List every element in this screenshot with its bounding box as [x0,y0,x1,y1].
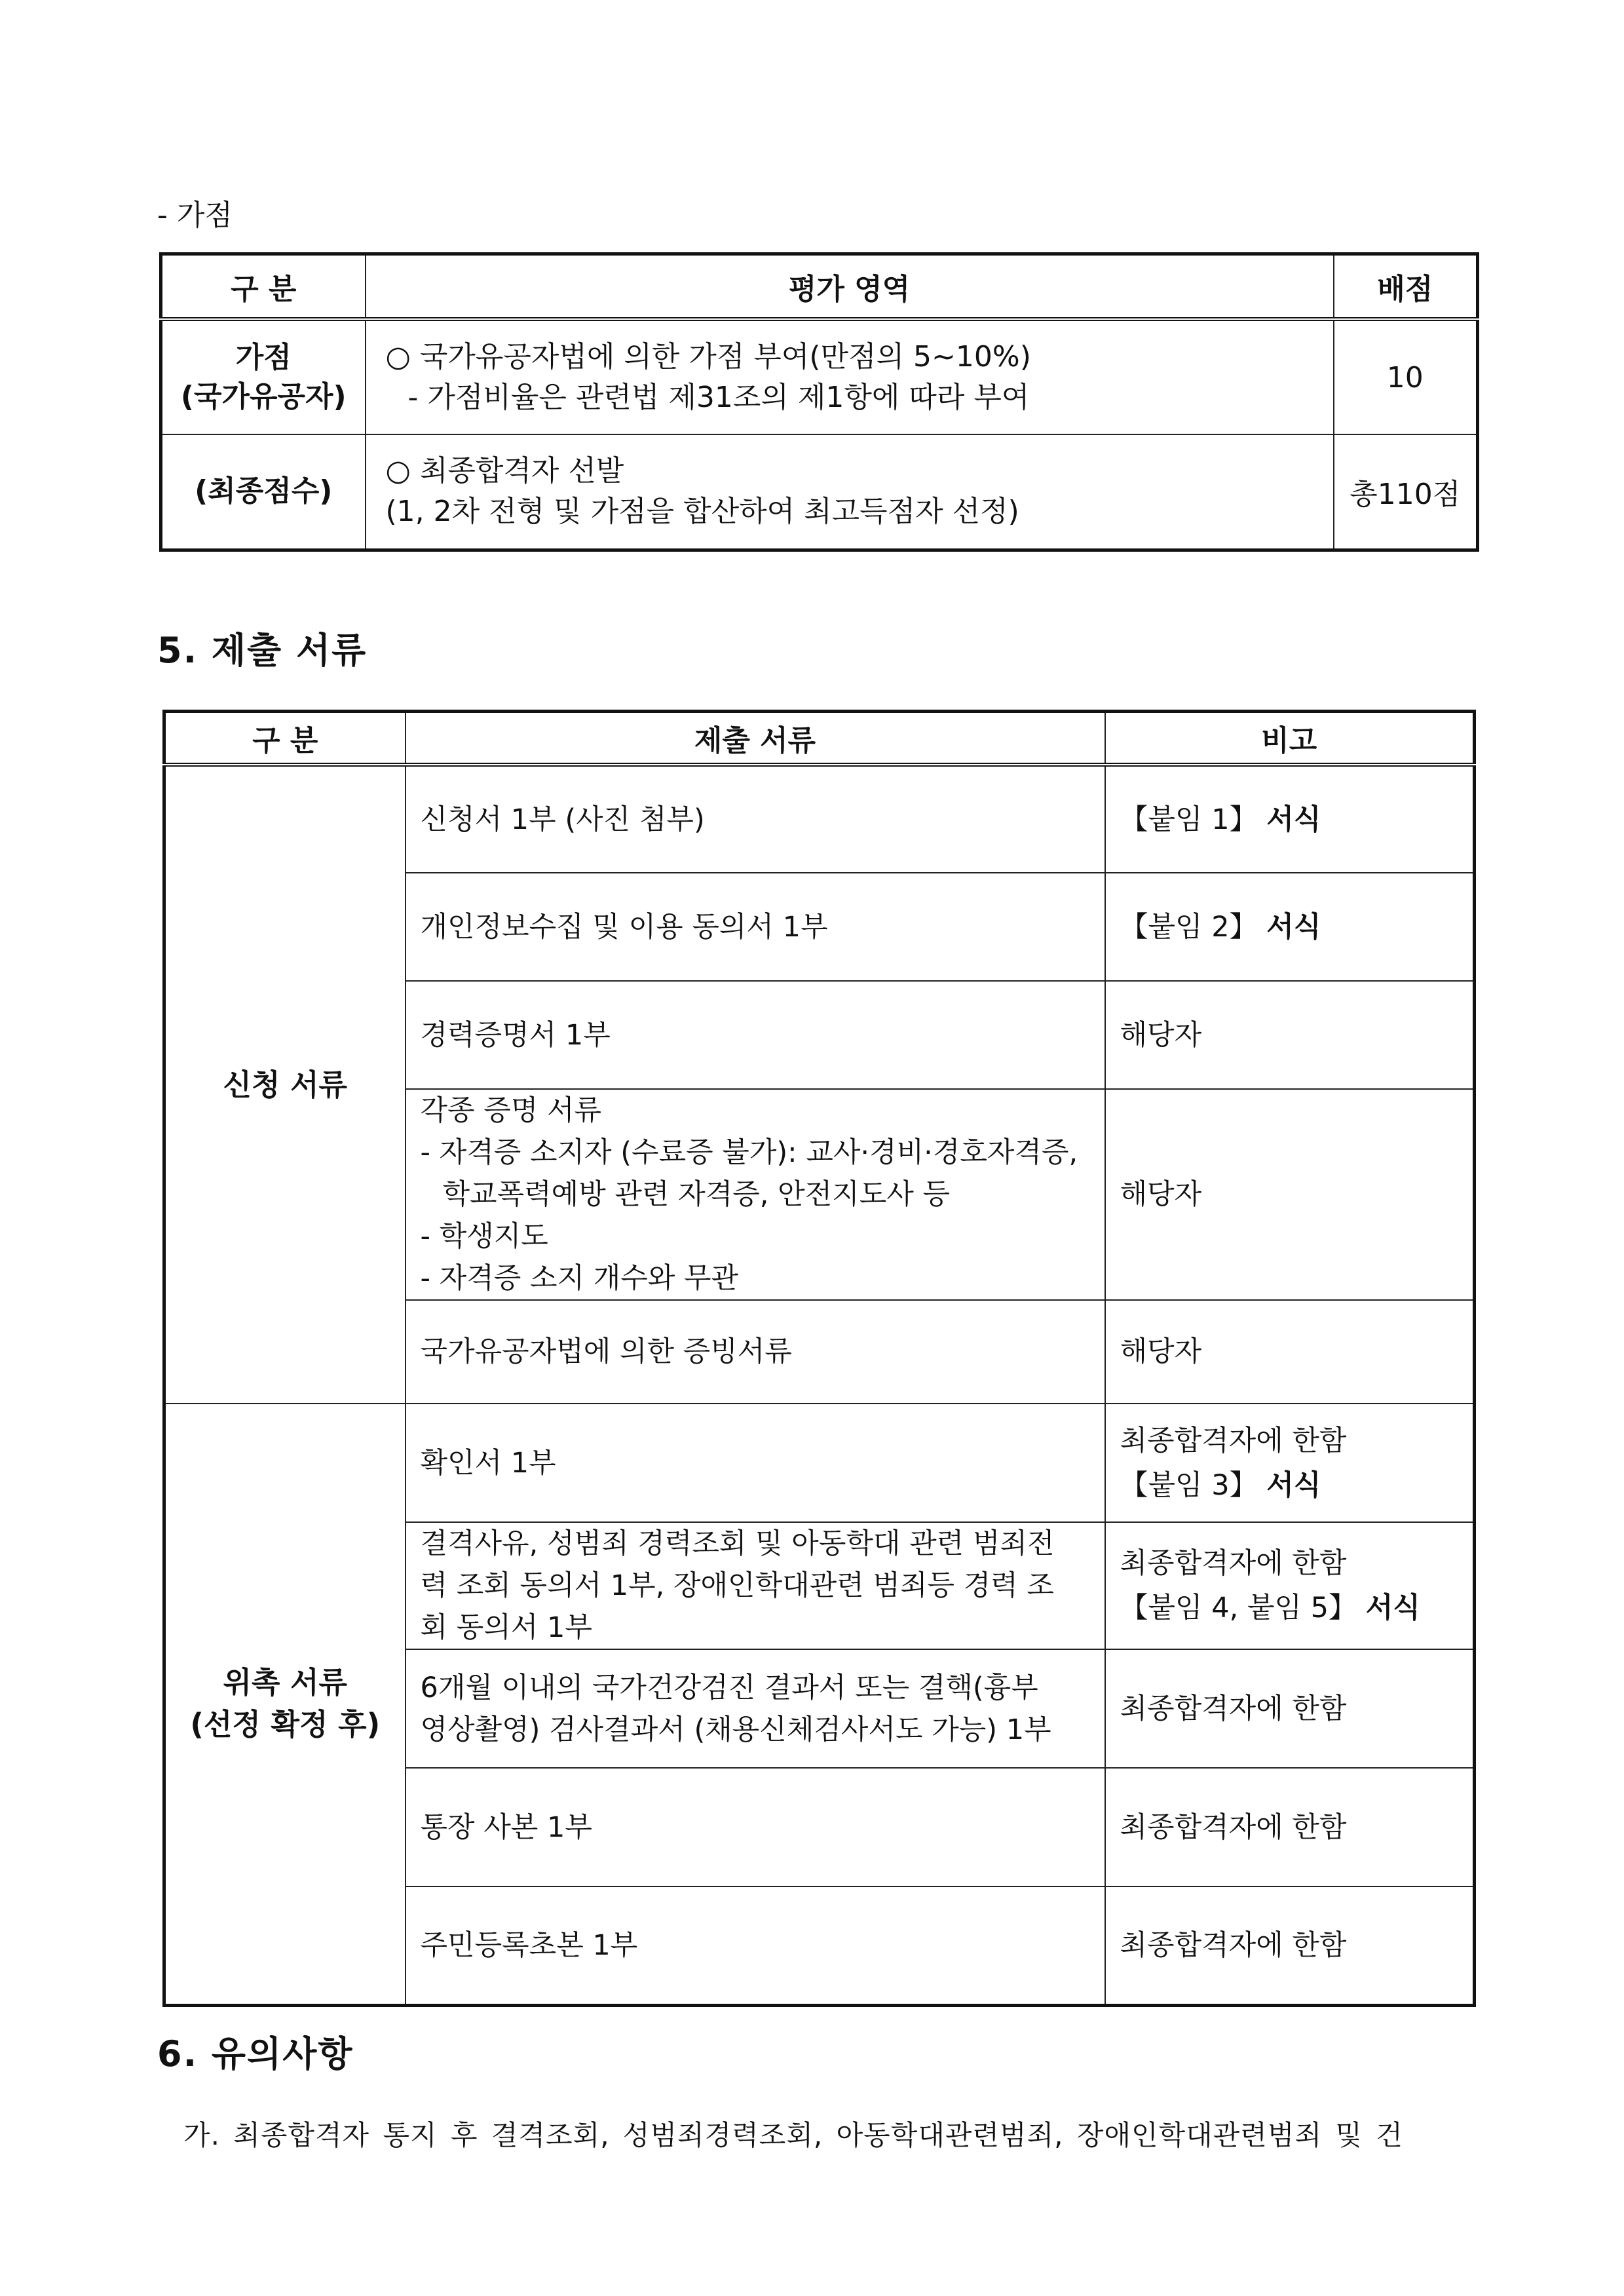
eval-area-cell: ○ 국가유공자법에 의한 가점 부여(만점의 5~10%) - 가점비율은 관련법 제31조의 제1항에 따라 부여 [366,319,1334,434]
row-label: 가점 (국가유공자) [161,319,366,434]
remark-cell: 해당자 [1105,1089,1475,1300]
document-cell: 개인정보수집 및 이용 동의서 1부 [406,873,1105,981]
table-row [161,319,1478,434]
section-5-title: 5. 제출 서류 [157,630,368,671]
document-cell: 6개월 이내의 국가건강검진 결과서 또는 결핵(흉부 영상촬영) 검사결과서 (채용신체검사서도 가능) 1부 [406,1649,1105,1768]
document-cell: 통장 사본 1부 [406,1768,1105,1886]
remark-cell: 최종합격자에 한함 [1105,1649,1475,1768]
header-remarks: 비고 [1105,712,1475,765]
bonus-points-table [159,252,1479,552]
remark-cell: 해당자 [1105,981,1475,1089]
table-row [164,765,1475,873]
header-documents: 제출 서류 [406,712,1105,765]
points-cell: 총110점 [1334,434,1478,550]
header-eval-area: 평가 영역 [366,254,1334,320]
header-points: 배점 [1334,254,1478,320]
remark-cell: 최종합격자에 한함 【붙임 3】 서식 [1105,1404,1475,1522]
remark-cell: 해당자 [1105,1300,1475,1404]
remark-cell: 【붙임 1】 서식 [1105,765,1475,873]
group-label-appointment: 위촉 서류 (선정 확정 후) [164,1404,406,2005]
table-header-row [161,254,1478,320]
points-cell: 10 [1334,319,1478,434]
eval-area-cell: ○ 최종합격자 선발 (1, 2차 전형 및 가점을 합산하여 최고득점자 선정) [366,434,1334,550]
remark-cell: 최종합격자에 한함 【붙임 4, 붙임 5】 서식 [1105,1522,1475,1649]
document-cell: 결격사유, 성범죄 경력조회 및 아동학대 관련 범죄전 력 조회 동의서 1부, 장애인학대관련 범죄등 경력 조 회 동의서 1부 [406,1522,1105,1649]
table-row [161,434,1478,550]
document-cell: 신청서 1부 (사진 첨부) [406,765,1105,873]
group-label-application: 신청 서류 [164,765,406,1404]
document-cell: 확인서 1부 [406,1404,1105,1522]
submission-documents-table [162,710,1476,2007]
document-cell: 국가유공자법에 의한 증빙서류 [406,1300,1105,1404]
document-cell: 주민등록초본 1부 [406,1886,1105,2005]
table-row [164,1404,1475,1522]
table-header-row [164,712,1475,765]
notice-paragraph: 가. 최종합격자 통지 후 결격조회, 성범죄경력조회, 아동학대관련범죄, 장애인학대관련범죄 및 건 [183,2119,1403,2151]
remark-cell: 【붙임 2】 서식 [1105,873,1475,981]
row-label: (최종점수) [161,434,366,550]
intro-label: - 가점 [157,199,233,232]
document-cell: 경력증명서 1부 [406,981,1105,1089]
remark-cell: 최종합격자에 한함 [1105,1768,1475,1886]
header-category: 구 분 [164,712,406,765]
header-category: 구 분 [161,254,366,320]
document-cell: 각종 증명 서류 - 자격증 소지자 (수료증 불가): 교사·경비·경호자격증, 학교폭력예방 관련 자격증, 안전지도사 등 - 학생지도 - 자격증 소지 개수와 무관 [406,1089,1105,1300]
section-6-title: 6. 유의사항 [157,2033,354,2075]
remark-cell: 최종합격자에 한함 [1105,1886,1475,2005]
